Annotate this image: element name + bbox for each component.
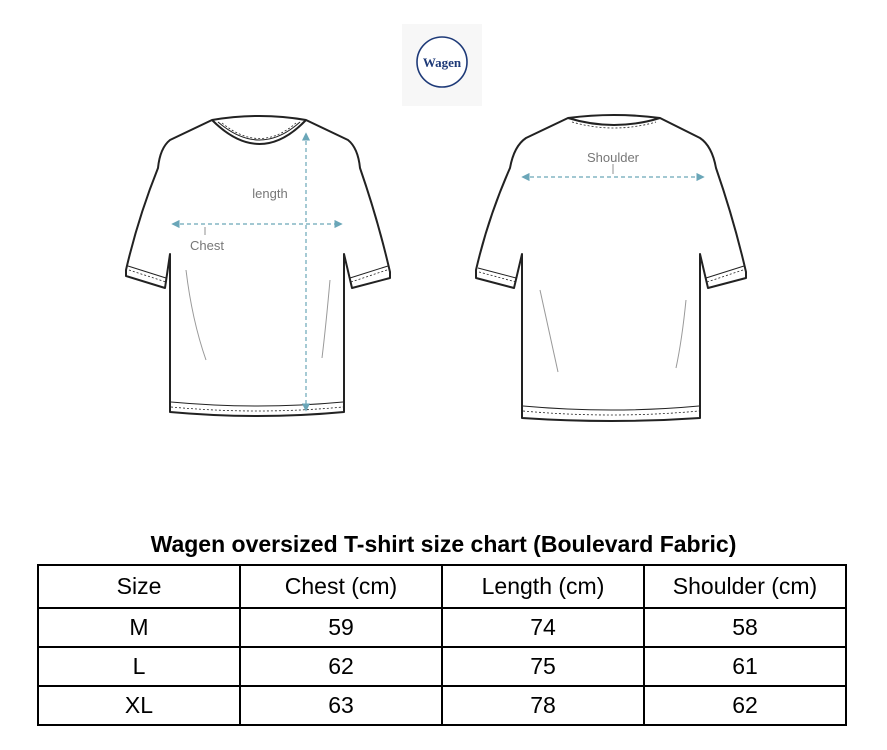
header-cell: Shoulder (cm): [644, 565, 846, 608]
header-cell: Length (cm): [442, 565, 644, 608]
logo-text: Wagen: [422, 55, 462, 70]
table-row: [38, 686, 846, 725]
table-header-row: [38, 565, 846, 608]
header-cell: Size: [38, 565, 240, 608]
table-cell: M: [38, 608, 240, 647]
table-cell: 74: [442, 608, 644, 647]
tshirt-diagrams: [0, 110, 887, 430]
logo-badge: [402, 24, 482, 106]
length-label: length: [252, 186, 288, 201]
table-cell: 78: [442, 686, 644, 725]
table-cell: 59: [240, 608, 442, 647]
table-row: [38, 647, 846, 686]
table-row: [38, 608, 846, 647]
shoulder-label: Shoulder: [586, 150, 640, 165]
table-cell: 62: [644, 686, 846, 725]
table-cell: 61: [644, 647, 846, 686]
table-cell: 75: [442, 647, 644, 686]
table-cell: 63: [240, 686, 442, 725]
table-cell: XL: [38, 686, 240, 725]
size-table: [37, 564, 847, 726]
table-cell: 58: [644, 608, 846, 647]
table-cell: L: [38, 647, 240, 686]
table-cell: 62: [240, 647, 442, 686]
front-tshirt: [126, 116, 390, 416]
brand-logo: [402, 24, 482, 106]
size-chart-title: Wagen oversized T-shirt size chart (Boulevard Fabric): [150, 531, 737, 557]
chest-label: Chest: [190, 238, 224, 253]
header-cell: Chest (cm): [240, 565, 442, 608]
